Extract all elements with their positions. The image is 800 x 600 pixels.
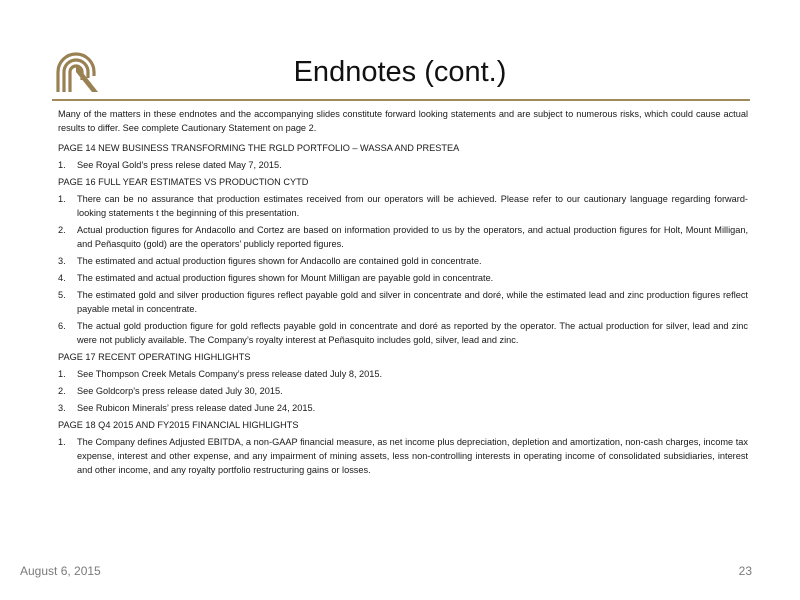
endnote-text: See Goldcorp’s press release dated July 30, 2015. (77, 386, 283, 396)
endnote-number: 1. (58, 194, 66, 204)
endnote-text: See Thompson Creek Metals Company’s press release dated July 8, 2015. (77, 369, 383, 379)
endnote-item (58, 319, 748, 347)
endnote-item (58, 288, 748, 316)
section-heading: PAGE 18 Q4 2015 AND FY2015 FINANCIAL HIGHLIGHTS (58, 420, 299, 430)
endnote-text: The actual gold production figure for gold reflects payable gold in concentrate and doré as reported by the operator. The actual production for silver, lead and zinc were not publicly available. The Company’s royalty interest at Peñasquito includes gold, silver, lead and zinc. (77, 321, 748, 345)
endnote-number: 5. (58, 290, 66, 300)
endnote-text: The estimated and actual production figures shown for Andacollo are contained gold in concentrate. (77, 256, 482, 266)
footer-date: August 6, 2015 (20, 564, 101, 578)
endnote-text: There can be no assurance that production estimates received from our operators will be achieved. Please refer to our cautionary language regarding forward-looking statements t the beginning of this presentation. (77, 194, 748, 218)
endnote-number: 1. (58, 160, 66, 170)
endnote-item (58, 254, 748, 268)
endnote-number: 3. (58, 403, 66, 413)
intro-paragraph: Many of the matters in these endnotes and the accompanying slides constitute forward looking statements and are subject to numerous risks, which could cause actual results to differ. See complete Cautionary Statement on page 2. (58, 109, 748, 133)
section-heading: PAGE 14 NEW BUSINESS TRANSFORMING THE RGLD PORTFOLIO – WASSA AND PRESTEA (58, 143, 460, 153)
endnote-item (58, 367, 748, 381)
endnote-item (58, 384, 748, 398)
endnote-number: 1. (58, 437, 66, 447)
endnote-text: See Royal Gold’s press relese dated May 7, 2015. (77, 160, 282, 170)
endnote-text: The Company defines Adjusted EBITDA, a non-GAAP financial measure, as net income plus depreciation, depletion and amortization, non-cash charges, income tax expense, interest and other expense, and any impairment of mining assets, less non-controlling interests in operating income of consolidated subsidiaries, interest and other income, and any royalty portfolio restructuring gains or losses. (77, 437, 748, 475)
page-number: 23 (738, 564, 752, 578)
section-heading: PAGE 17 RECENT OPERATING HIGHLIGHTS (58, 352, 251, 362)
endnote-text: The estimated gold and silver production figures reflect payable gold and silver in concentrate and doré, while the estimated lead and zinc production figures reflect payable metal in concentrate. (77, 290, 748, 314)
endnote-item (58, 271, 748, 285)
endnote-text: Actual production figures for Andacollo and Cortez are based on information provided to us by the operators, and actual production figures for Holt, Mount Milligan, and Peñasquito (gold) are the operators’ publicly reported figures. (77, 225, 748, 249)
endnote-item (58, 223, 748, 251)
title-divider (52, 99, 750, 101)
endnote-number: 6. (58, 321, 66, 331)
endnote-number: 2. (58, 225, 66, 235)
endnotes-body (58, 107, 748, 480)
endnote-item (58, 435, 748, 477)
endnote-text: See Rubicon Minerals’ press release dated June 24, 2015. (77, 403, 316, 413)
endnote-number: 2. (58, 386, 66, 396)
page-title: Endnotes (cont.) (293, 56, 507, 88)
endnote-number: 4. (58, 273, 66, 283)
endnote-item (58, 401, 748, 415)
section-heading: PAGE 16 FULL YEAR ESTIMATES VS PRODUCTION CYTD (58, 177, 309, 187)
endnote-number: 1. (58, 369, 66, 379)
endnote-item (58, 158, 748, 172)
endnote-number: 3. (58, 256, 66, 266)
endnote-text: The estimated and actual production figures shown for Mount Milligan are payable gold in concentrate. (77, 273, 494, 283)
endnote-item (58, 192, 748, 220)
